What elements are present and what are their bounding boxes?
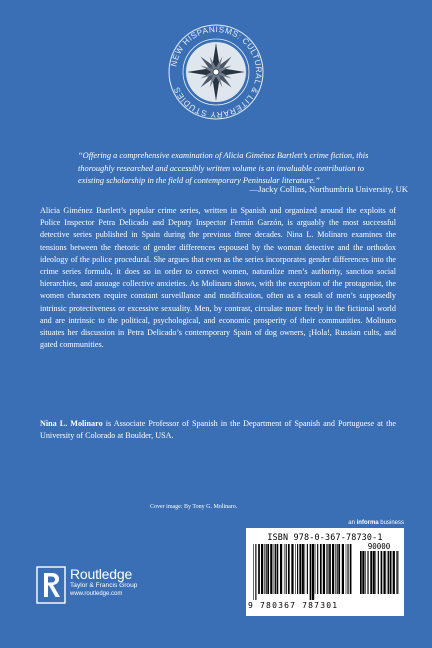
barcode-addon-bars bbox=[359, 551, 399, 600]
emblem-text: NEW HISPANISMS: CULTURAL & LITERARY STUDIES bbox=[169, 24, 264, 120]
publisher-url: www.routledge.com bbox=[70, 591, 123, 597]
publisher-name: Routledge bbox=[70, 566, 133, 582]
compass-rose-icon bbox=[166, 22, 266, 122]
barcode-bars bbox=[252, 544, 354, 600]
cover-image-credit: Cover image: By Tony G. Molinaro. bbox=[150, 504, 238, 510]
endorsement-attribution: —Jacky Collins, Northumbria University, UK bbox=[249, 184, 408, 194]
publisher-group: Taylor & Francis Group bbox=[70, 582, 138, 589]
author-bio-text: is Associate Professor of Spanish in the Department of Spanish and Portuguese at the University of Colorado at Boulder, USA. bbox=[40, 419, 396, 441]
informa-brand: informa bbox=[356, 520, 379, 526]
publisher-logo bbox=[70, 566, 180, 598]
author-bio bbox=[40, 418, 396, 442]
book-description: Alicia Giménez Bartlett’s popular crime series, written in Spanish and organized around the exploits of Police Inspector Petra Delicado and Deputy Inspector Fermín Garzón, is arguably the most successful detective series published in Spain during the previous three decades. Nina L. Molinaro examines the tensions between the rhetoric of gender differences espoused by the woman detective and the orthodox ideology of the police procedural. She argues that even as the series incorporates gender differences into the crime series formula, it does so in order to correct women, naturalize men’s authority, sanction social hierarchies, and assuage collective anxieties. As Molinaro shows, with the exception of the protagonist, the women characters require constant surveillance and modification, often as a result of men’s supposedly intrinsic protectiveness or excessive sexuality. Men, by contrast, circulate more freely in the fictional world and are intrinsic to the political, psychological, and economic prosperity of their communities. Molinaro situates her discussion in Petra Delicado’s contemporary Spain of dog owners, ¡Hola!, Russian cults, and gated communities. bbox=[40, 206, 396, 350]
endorsement-quote: “Offering a comprehensive examination of Alicia Giménez Bartlett’s crime fiction, this thoroughly researched and accessibly written volume is an invaluable contribution to existing scholarship in the field of contemporary Peninsular literature.” bbox=[78, 151, 369, 185]
isbn-label: ISBN 978-0-367-78730-1 bbox=[267, 532, 383, 542]
routledge-logo-icon bbox=[36, 566, 66, 604]
author-name: Nina L. Molinaro bbox=[40, 419, 103, 428]
isbn-barcode bbox=[246, 528, 404, 616]
barcode-addon-digits: 90000 bbox=[367, 542, 391, 551]
barcode-digits: 9 780367 787301 bbox=[248, 601, 339, 610]
informa-business-note: an informa business bbox=[348, 520, 404, 526]
series-emblem-icon bbox=[166, 22, 266, 122]
